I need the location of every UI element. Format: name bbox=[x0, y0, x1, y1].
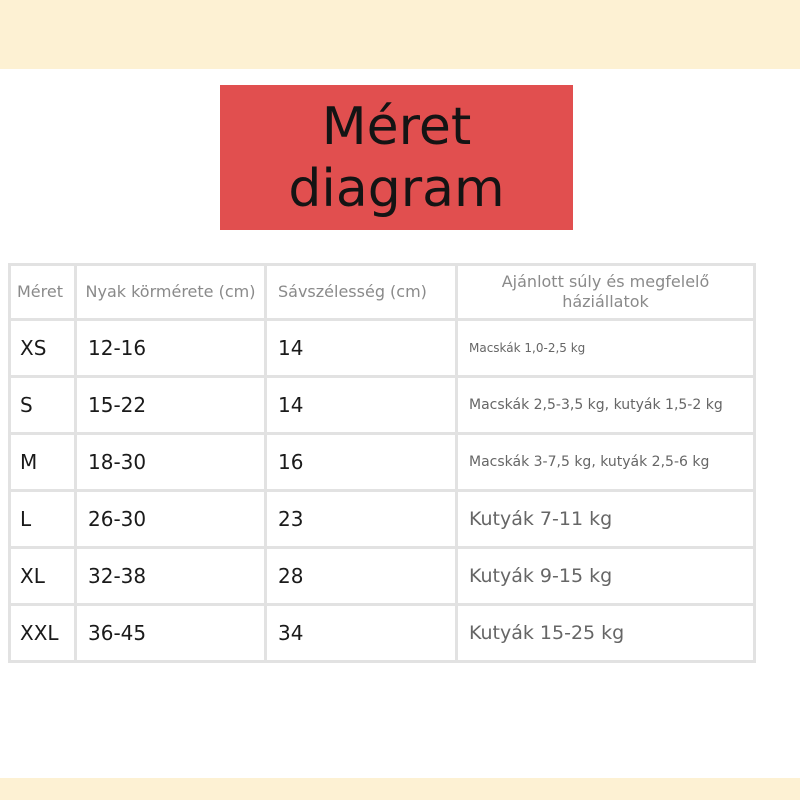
cell-size: XS bbox=[8, 321, 77, 378]
table-row bbox=[8, 378, 756, 435]
table-row bbox=[8, 606, 756, 663]
table-header-row bbox=[8, 263, 756, 321]
cell-width: 14 bbox=[267, 378, 458, 435]
cell-width: 16 bbox=[267, 435, 458, 492]
title-line-2: diagram bbox=[288, 158, 505, 219]
header-neck-circumference: Nyak körmérete (cm) bbox=[77, 263, 267, 321]
cell-weight: Macskák 1,0-2,5 kg bbox=[458, 321, 756, 378]
table-row bbox=[8, 321, 756, 378]
cell-weight: Kutyák 15-25 kg bbox=[458, 606, 756, 663]
cell-weight: Kutyák 9-15 kg bbox=[458, 549, 756, 606]
cell-weight: Kutyák 7-11 kg bbox=[458, 492, 756, 549]
cell-size: XXL bbox=[8, 606, 77, 663]
cell-neck: 26-30 bbox=[77, 492, 267, 549]
table-row bbox=[8, 435, 756, 492]
header-strap-width: Sávszélesség (cm) bbox=[267, 263, 458, 321]
cell-width: 23 bbox=[267, 492, 458, 549]
bottom-band bbox=[0, 778, 800, 800]
table-row bbox=[8, 549, 756, 606]
header-recommended-weight: Ajánlott súly és megfelelő háziállatok bbox=[458, 263, 756, 321]
header-size: Méret bbox=[8, 263, 77, 321]
cell-neck: 32-38 bbox=[77, 549, 267, 606]
cell-weight: Macskák 3-7,5 kg, kutyák 2,5-6 kg bbox=[458, 435, 756, 492]
cell-width: 14 bbox=[267, 321, 458, 378]
top-band bbox=[0, 0, 800, 69]
cell-size: L bbox=[8, 492, 77, 549]
table-row bbox=[8, 492, 756, 549]
cell-size: M bbox=[8, 435, 77, 492]
size-chart-table bbox=[8, 263, 756, 663]
cell-neck: 12-16 bbox=[77, 321, 267, 378]
cell-width: 34 bbox=[267, 606, 458, 663]
cell-neck: 15-22 bbox=[77, 378, 267, 435]
cell-neck: 36-45 bbox=[77, 606, 267, 663]
cell-size: XL bbox=[8, 549, 77, 606]
cell-width: 28 bbox=[267, 549, 458, 606]
title-line-1: Méret bbox=[321, 96, 472, 157]
cell-weight: Macskák 2,5-3,5 kg, kutyák 1,5-2 kg bbox=[458, 378, 756, 435]
title-banner bbox=[220, 85, 573, 230]
cell-neck: 18-30 bbox=[77, 435, 267, 492]
cell-size: S bbox=[8, 378, 77, 435]
